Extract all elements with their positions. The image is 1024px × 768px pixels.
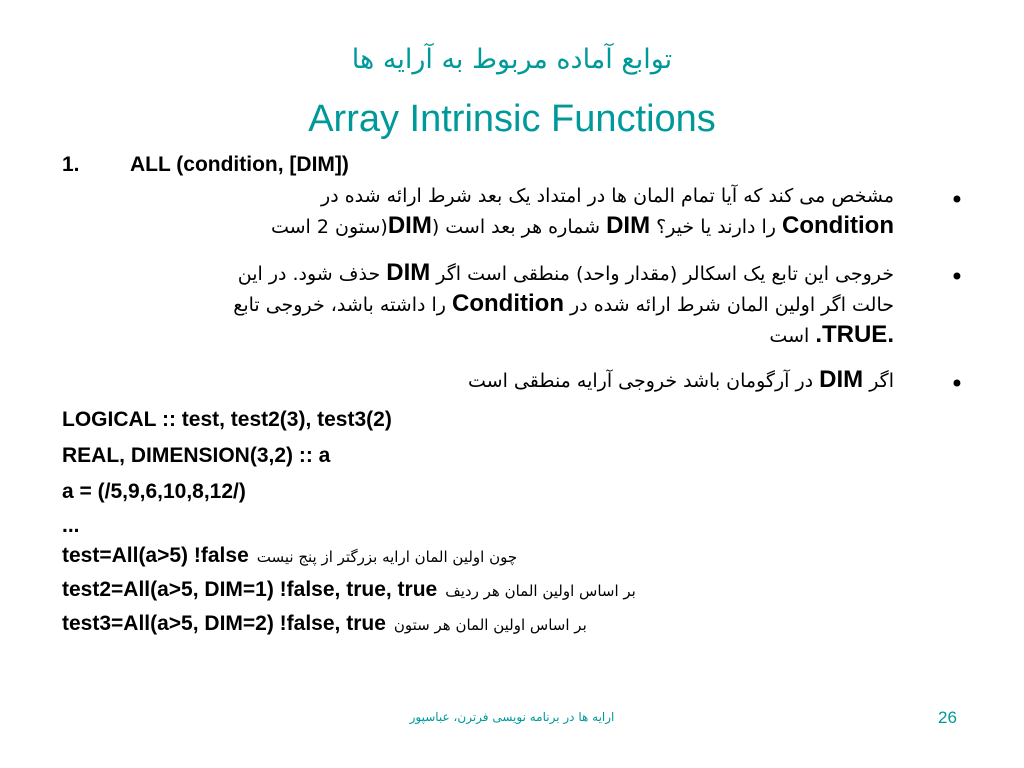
code-line	[62, 514, 80, 538]
condition-term: Condition	[452, 290, 564, 317]
bullet-2-fragment: است	[769, 325, 810, 347]
bullet-icon: •	[949, 263, 964, 291]
bullet-icon: •	[949, 370, 964, 398]
true-term: .TRUE.	[815, 321, 894, 348]
numbered-item-1	[62, 153, 349, 177]
dim-term: DIM	[819, 366, 864, 393]
bullet-1-fragment: (ستون 2 است	[270, 216, 388, 238]
bullet-2-line-3	[62, 320, 894, 351]
bullet-2-line-2	[62, 289, 894, 320]
code-line	[62, 444, 330, 468]
slide-title-persian: توابع آماده مربوط به آرایه ها	[351, 44, 673, 75]
bullet-3-fragment: اگر	[869, 370, 894, 392]
bullet-2-text	[62, 258, 894, 351]
bullet-2-fragment: خروجی این تابع یک اسکالر (مقدار واحد) منطقی است اگر	[436, 263, 894, 285]
code-text: test=All(a>5) !false	[62, 544, 249, 567]
code-text: test2=All(a>5, DIM=1) !false, true, true	[62, 578, 438, 601]
bullet-1-fragment: شماره هر بعد است (	[431, 216, 601, 238]
slide-title-english: Array Intrinsic Functions	[308, 98, 716, 140]
slide-footer: ارایه ها در برنامه نویسی فرترن، عباسپور	[409, 710, 615, 724]
code-comment: بر اساس اولین المان هر ستون	[393, 616, 587, 634]
code-text: ...	[62, 514, 80, 537]
bullet-2-fragment: حالت اگر اولین المان شرط ارائه شده در	[570, 294, 894, 316]
bullet-1-line-2	[62, 211, 894, 242]
condition-term: Condition	[782, 212, 894, 239]
code-text: test3=All(a>5, DIM=2) !false, true	[62, 612, 386, 635]
dim-term: DIM	[387, 212, 432, 239]
code-line	[62, 612, 587, 636]
bullet-3-text	[62, 365, 894, 396]
code-text: a = (/5,9,6,10,8,12/)	[62, 480, 246, 503]
bullet-1-text	[62, 181, 894, 242]
bullet-2-fragment: حذف شود. در این	[237, 263, 381, 285]
dim-term: DIM	[386, 259, 431, 286]
item-number: 1.	[62, 153, 80, 176]
bullet-icon: •	[949, 186, 964, 214]
bullet-2-line-1	[62, 258, 894, 289]
bullet-2-fragment: را داشته باشد، خروجی تابع	[233, 294, 446, 316]
code-line	[62, 480, 246, 504]
code-comment: بر اساس اولین المان هر ردیف	[445, 582, 636, 600]
code-text: REAL, DIMENSION(3,2) :: a	[62, 444, 331, 467]
bullet-1-line-1: مشخص می کند که آیا تمام المان ها در امتداد یک بعد شرط ارائه شده در	[321, 185, 894, 207]
page-number: 26	[938, 708, 957, 727]
item-text: ALL (condition, [DIM])	[130, 153, 349, 176]
bullet-3-fragment: در آرگومان باشد خروجی آرایه منطقی است	[468, 370, 814, 392]
code-line	[62, 578, 636, 602]
code-comment: چون اولین المان ارایه بزرگتر از پنج نیست	[256, 548, 518, 566]
code-line	[62, 544, 517, 568]
code-line	[62, 408, 392, 432]
dim-term: DIM	[606, 212, 651, 239]
bullet-1-fragment: را دارند یا خیر؟	[656, 216, 776, 238]
code-text: LOGICAL :: test, test2(3), test3(2)	[62, 408, 392, 431]
